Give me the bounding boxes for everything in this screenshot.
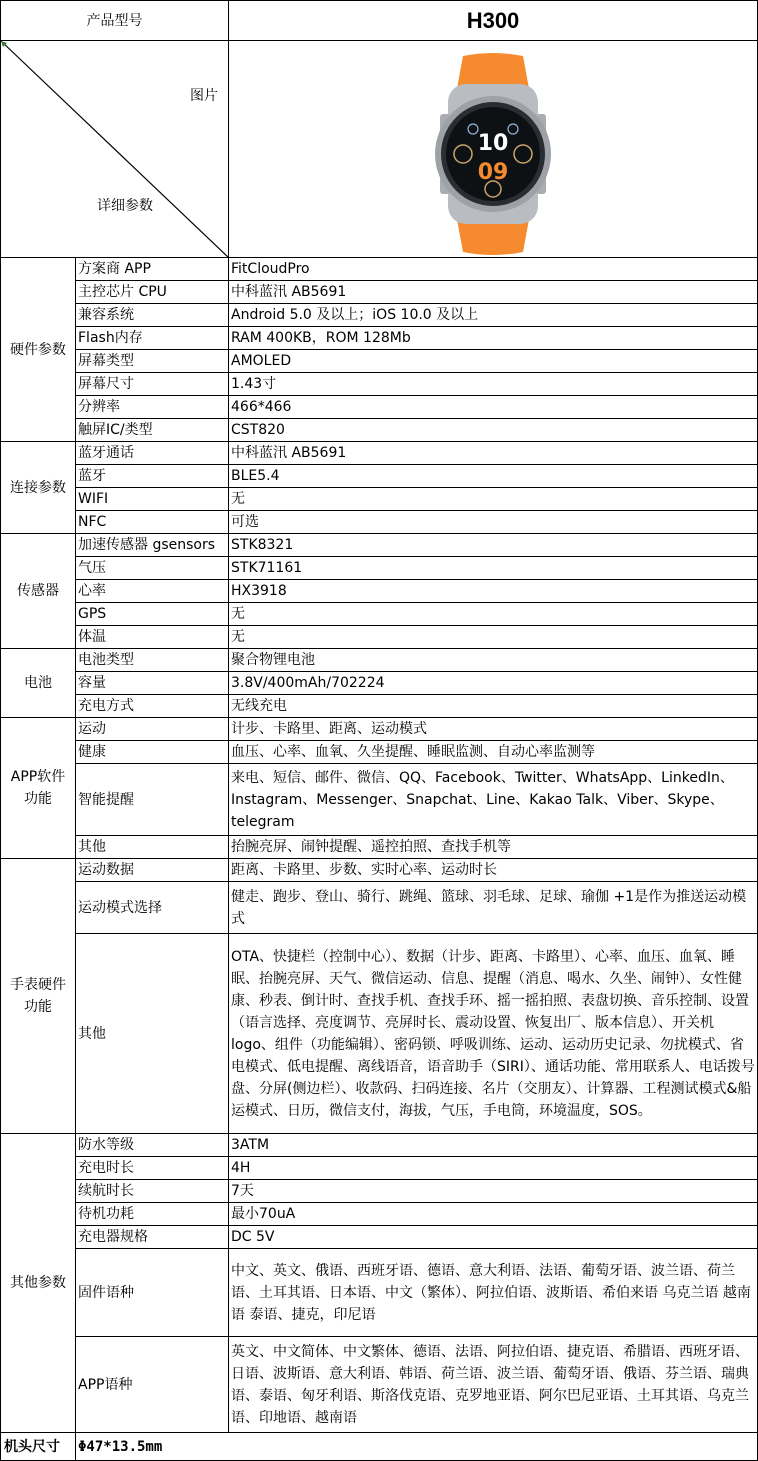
- spec-key: 电池类型: [76, 649, 229, 672]
- footer-value: Φ47*13.5mm: [76, 1433, 758, 1461]
- spec-key: NFC: [76, 511, 229, 534]
- spec-value: CST820: [229, 419, 758, 442]
- spec-key: 蓝牙通话: [76, 442, 229, 465]
- spec-key: 主控芯片 CPU: [76, 281, 229, 304]
- section-sensor-title: 传感器: [1, 534, 76, 649]
- spec-value: 来电、短信、邮件、微信、QQ、Facebook、Twitter、WhatsApp、LinkedIn、Instagram、Messenger、Snapchat、Line、Kakao Talk、Viber、Skype、telegram: [229, 764, 758, 836]
- spec-value: BLE5.4: [229, 465, 758, 488]
- spec-value: RAM 400KB，ROM 128Mb: [229, 327, 758, 350]
- spec-value: 3.8V/400mAh/702224: [229, 672, 758, 695]
- section-app-title-line1: APP软件: [10, 769, 66, 785]
- footer-label: 机头尺寸: [1, 1433, 76, 1461]
- spec-value: 可选: [229, 511, 758, 534]
- section-watch-title-line1: 手表硬件: [10, 977, 66, 993]
- section-hardware-title: 硬件参数: [1, 258, 76, 442]
- spec-value: 血压、心率、血氧、久坐提醒、睡眠监测、自动心率监测等: [229, 741, 758, 764]
- product-image-cell: [229, 41, 758, 258]
- spec-key: 触屏IC/类型: [76, 419, 229, 442]
- spec-value: AMOLED: [229, 350, 758, 373]
- spec-key: 防水等级: [76, 1134, 229, 1157]
- spec-key: 运动数据: [76, 859, 229, 882]
- spec-key: 体温: [76, 626, 229, 649]
- spec-value: 中文、英文、俄语、西班牙语、德语、意大利语、法语、葡萄牙语、波兰语、荷兰语、土耳其语、日本语、中文（繁体）、阿拉伯语、波斯语、希伯来语 乌克兰语 越南语 泰语、捷克，印尼语: [229, 1249, 758, 1337]
- model-value: H300: [229, 1, 758, 41]
- model-row: [1, 1, 758, 41]
- spec-key: 健康: [76, 741, 229, 764]
- spec-key: 加速传感器 gsensors: [76, 534, 229, 557]
- spec-value: 1.43寸: [229, 373, 758, 396]
- spec-value: 4H: [229, 1157, 758, 1180]
- watch-time-minute: 09: [477, 160, 509, 185]
- spec-key: WIFI: [76, 488, 229, 511]
- spec-key: 兼容系统: [76, 304, 229, 327]
- section-app-title: [1, 718, 76, 859]
- spec-value: 中科蓝汛 AB5691: [229, 442, 758, 465]
- spec-value: 健走、跑步、登山、骑行、跳绳、篮球、羽毛球、足球、瑜伽 +1是作为推送运动模式: [229, 882, 758, 934]
- spec-key: 充电器规格: [76, 1226, 229, 1249]
- spec-key: 其他: [76, 934, 229, 1134]
- spec-key: 方案商 APP: [76, 258, 229, 281]
- spec-value: OTA、快捷栏（控制中心）、数据（计步、距离、卡路里）、心率、血压、血氧、睡眠、抬腕亮屏、天气、微信运动、信息、提醒（消息、喝水、久坐、闹钟）、女性健康、秒表、倒计时、查找手机、查找手环、摇一摇拍照、表盘切换、音乐控制、设置（语言选择、亮度调节、亮屏时长、震动设置、恢复出厂、版本信息）、开关机logo、组件（功能编辑）、密码锁、呼吸训练、运动、运动历史记录、勿扰模式、省电模式、低电提醒、离线语音，语音助手（SIRI）、通话功能、常用联系人、电话拨号盘、分屏(侧边栏）、收款码、扫码连接、名片（交朋友）、计算器、工程测试模式&船运模式、日历，微信支付，海拔，气压，手电筒，环境温度，SOS。: [229, 934, 758, 1134]
- spec-value: 3ATM: [229, 1134, 758, 1157]
- diagonal-header-cell: [1, 41, 229, 258]
- spec-key: 续航时长: [76, 1180, 229, 1203]
- spec-value: 中科蓝汛 AB5691: [229, 281, 758, 304]
- spec-value: 无: [229, 603, 758, 626]
- spec-key: 分辨率: [76, 396, 229, 419]
- section-watch-title: [1, 859, 76, 1134]
- spec-key: 心率: [76, 580, 229, 603]
- diagonal-line: [1, 41, 229, 258]
- spec-key: Flash内存: [76, 327, 229, 350]
- spec-value: FitCloudPro: [229, 258, 758, 281]
- spec-key: GPS: [76, 603, 229, 626]
- spec-value: Android 5.0 及以上；iOS 10.0 及以上: [229, 304, 758, 327]
- detail-label: 详细参数: [97, 198, 153, 214]
- spec-value: DC 5V: [229, 1226, 758, 1249]
- spec-key: 气压: [76, 557, 229, 580]
- spec-key: 蓝牙: [76, 465, 229, 488]
- spec-key: APP语种: [76, 1337, 229, 1433]
- spec-key: 固件语种: [76, 1249, 229, 1337]
- model-label: 产品型号: [1, 1, 229, 41]
- spec-value: STK71161: [229, 557, 758, 580]
- section-watch-title-line2: 功能: [24, 999, 52, 1015]
- spec-value: 抬腕亮屏、闹钟提醒、遥控拍照、查找手机等: [229, 836, 758, 859]
- spec-value: 英文、中文简体、中文繁体、德语、法语、阿拉伯语、捷克语、希腊语、西班牙语、日语、波斯语、意大利语、韩语、荷兰语、波兰语、葡萄牙语、俄语、芬兰语、瑞典语、泰语、匈牙利语、斯洛伐克语、克罗地亚语、阿尔巴尼亚语、土耳其语、乌克兰语、印地语、越南语: [229, 1337, 758, 1433]
- spec-key: 智能提醒: [76, 764, 229, 836]
- section-other-title: 其他参数: [1, 1134, 76, 1433]
- spec-value: 计步、卡路里、距离、运动模式: [229, 718, 758, 741]
- section-battery-title: 电池: [1, 649, 76, 718]
- spec-key: 运动: [76, 718, 229, 741]
- section-app-title-line2: 功能: [24, 791, 52, 807]
- spec-key: 充电时长: [76, 1157, 229, 1180]
- spec-value: 466*466: [229, 396, 758, 419]
- spec-key: 容量: [76, 672, 229, 695]
- section-connect-title: 连接参数: [1, 442, 76, 534]
- watch-image: [418, 54, 568, 254]
- spec-value: 无: [229, 626, 758, 649]
- footer-row: [1, 1433, 758, 1461]
- spec-value: 无: [229, 488, 758, 511]
- spec-key: 其他: [76, 836, 229, 859]
- watch-time-hour: 10: [477, 131, 509, 156]
- spec-value: 最小70uA: [229, 1203, 758, 1226]
- spec-value: 7天: [229, 1180, 758, 1203]
- spec-value: STK8321: [229, 534, 758, 557]
- spec-value: 无线充电: [229, 695, 758, 718]
- spec-value: 聚合物锂电池: [229, 649, 758, 672]
- spec-key: 充电方式: [76, 695, 229, 718]
- spec-key: 屏幕尺寸: [76, 373, 229, 396]
- spec-value: HX3918: [229, 580, 758, 603]
- image-label: 图片: [190, 88, 218, 104]
- spec-key: 屏幕类型: [76, 350, 229, 373]
- spec-value: 距离、卡路里、步数、实时心率、运动时长: [229, 859, 758, 882]
- image-row: [1, 41, 758, 258]
- spec-key: 待机功耗: [76, 1203, 229, 1226]
- spec-key: 运动模式选择: [76, 882, 229, 934]
